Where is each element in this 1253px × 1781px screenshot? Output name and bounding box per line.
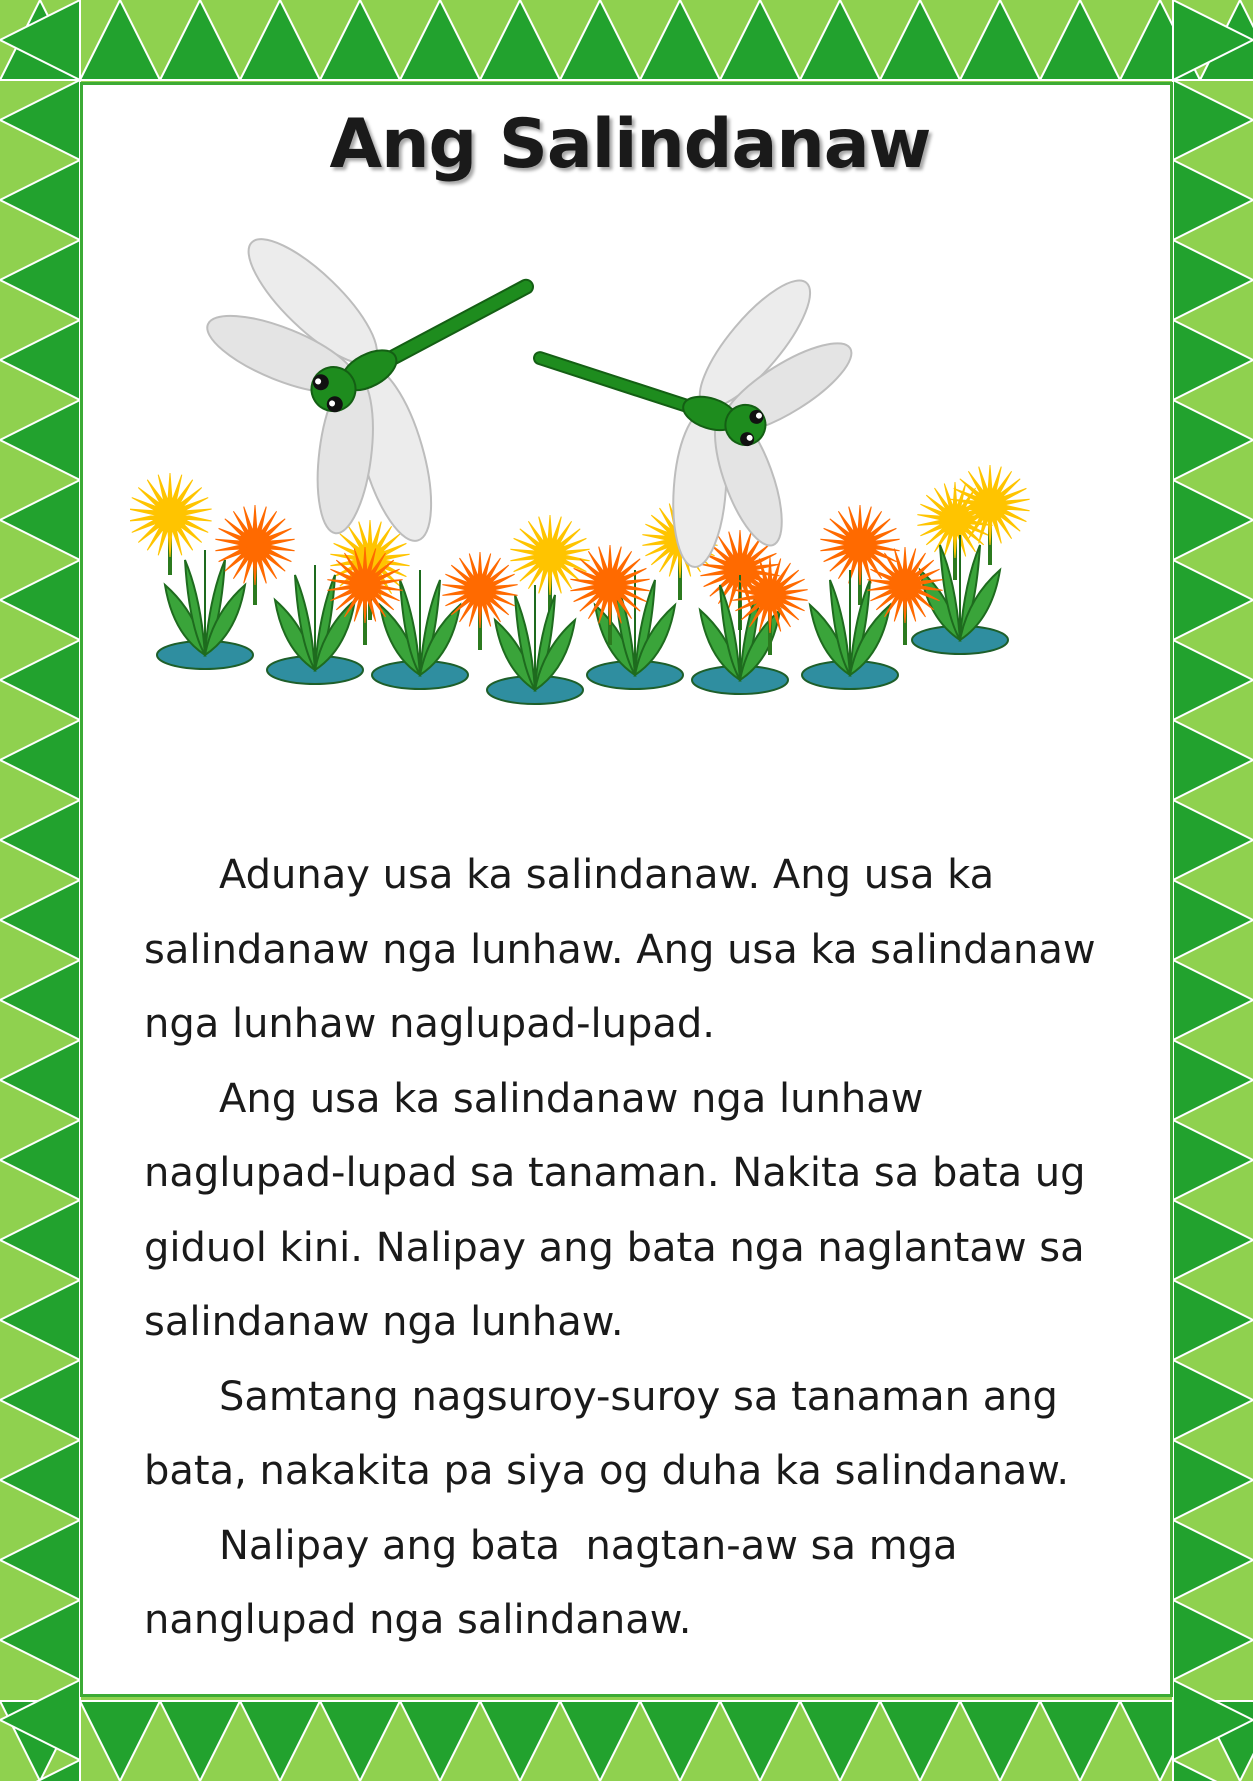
story-line: Adunay usa ka salindanaw. Ang usa ka	[219, 852, 995, 898]
page-title: Ang Salindanaw	[329, 105, 931, 184]
story-line: naglupad-lupad sa tanaman. Nakita sa bata ug	[144, 1150, 1086, 1196]
story-line: nga lunhaw naglupad-lupad.	[144, 1001, 715, 1047]
leaf-clump-icon	[487, 585, 583, 704]
flower-icon	[215, 505, 294, 605]
story-line: salindanaw nga lunhaw.	[144, 1299, 624, 1345]
story-line: Nalipay ang bata nagtan-aw sa mga	[219, 1522, 958, 1569]
story-line: nanglupad nga salindanaw.	[144, 1597, 692, 1643]
story-line: bata, nakakita pa siya og duha ka salindanaw.	[144, 1448, 1070, 1494]
story-line: Ang usa ka salindanaw nga lunhaw	[219, 1075, 924, 1122]
story-line: Samtang nagsuroy-suroy sa tanaman ang	[219, 1373, 1058, 1420]
flower-icon	[130, 473, 212, 575]
story-text	[144, 838, 1144, 1658]
story-line: giduol kini. Nalipay ang bata nga naglantaw sa	[144, 1224, 1085, 1271]
story-line: salindanaw nga lunhaw. Ang usa ka salindanaw	[144, 926, 1096, 973]
dragonfly-garden-illustration	[130, 225, 1080, 795]
flower-bed	[130, 465, 1030, 704]
